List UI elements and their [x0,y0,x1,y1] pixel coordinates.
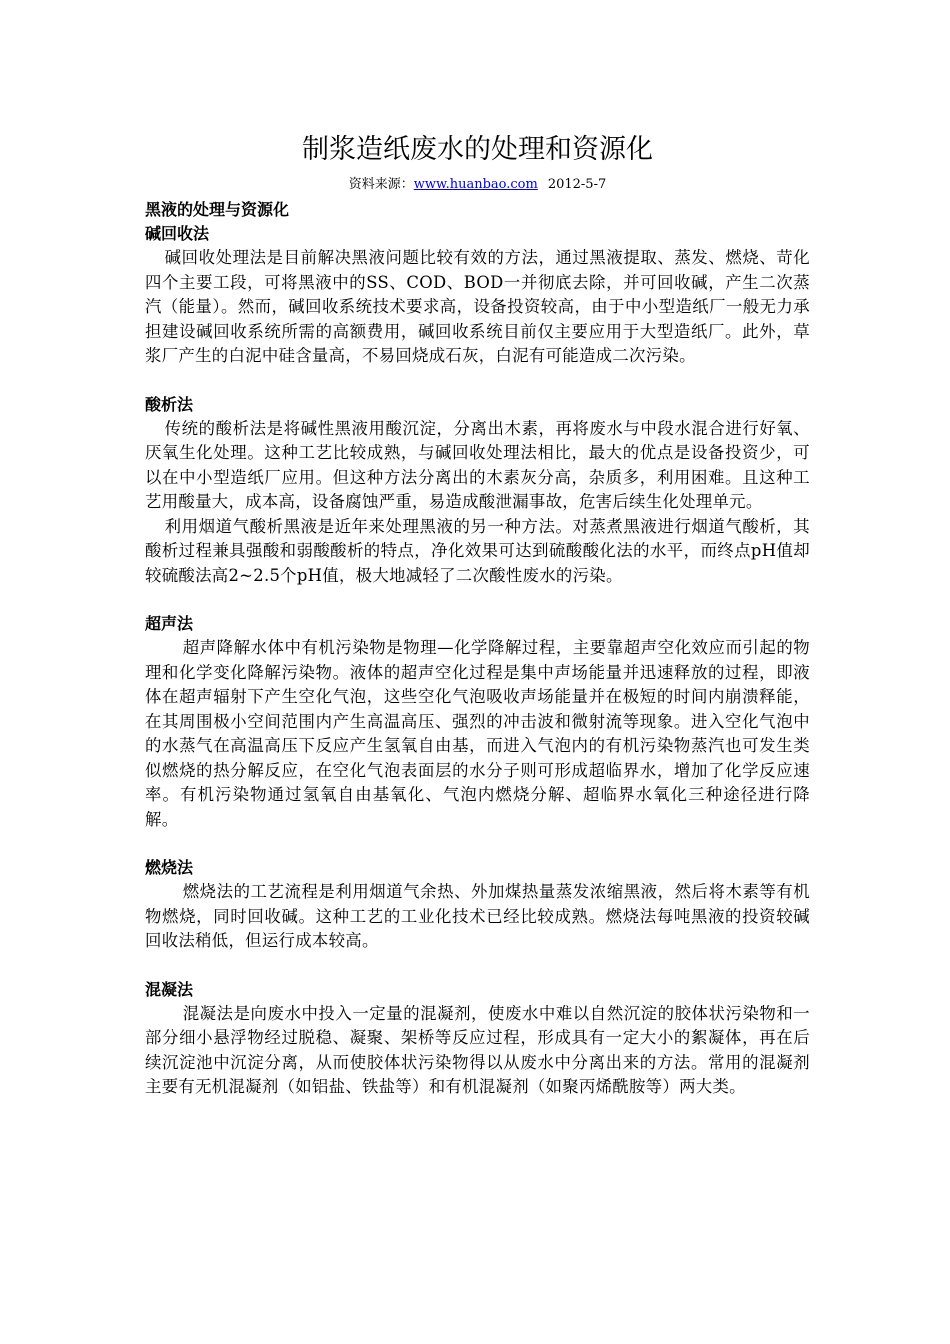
section-spacer [145,954,810,978]
section-spacer [145,832,810,856]
paragraph-coagulation: 混凝法是向废水中投入一定量的混凝剂，使废水中难以自然沉淀的胶体状污染物和一部分细小悬浮物经过脱稳、凝聚、架桥等反应过程，形成具有一定大小的絮凝体，再在后续沉淀池中沉淀分离，从而使胶体状污染物得以从废水中分离出来的方法。常用的混凝剂主要有无机混凝剂（如铝盐、铁盐等）和有机混凝剂（如聚丙烯酰胺等）两大类。 [145,1003,810,1096]
section-title-acid: 酸析法 [145,394,194,414]
source-label: 资料来源： [348,177,414,192]
section-title-ultrasonic: 超声法 [145,614,194,633]
section-title-alkali: 碱回收法 [145,224,210,243]
document-title: 制浆造纸废水的处理和资源化 [302,134,653,165]
section-spacer [145,588,810,612]
section-spacer [145,369,810,393]
section-title-coagulation: 混凝法 [145,979,194,999]
paragraph-acid-1: 传统的酸析法是将碱性黑液用酸沉淀，分离出木素，再将废水与中段水混合进行好氧、厌氧生化处理。这种工艺比较成熟，与碱回收处理法相比，最大的优点是设备投资少，可以在中小型造纸厂应用。但这种方法分离出的木素灰分高，杂质多，利用困难。且这种工艺用酸量大，成本高，设备腐蚀严重，易造成酸泄漏事故，危害后续生化处理单元。 [145,418,810,511]
paragraph-alkali: 碱回收处理法是目前解决黑液问题比较有效的方法，通过黑液提取、蒸发、燃烧、苛化四个主要工段，可将黑液中的SS、COD、BOD一并彻底去除，并可回收碱，产生二次蒸汽（能量）。然而，碱回收系统技术要求高，设备投资较高，由于中小型造纸厂一般无力承担建设碱回收系统所需的高额费用，碱回收系统目前仅主要应用于大型造纸厂。此外，草浆厂产生的白泥中硅含量高，不易回烧成石灰，白泥有可能造成二次污染。 [145,248,810,365]
publish-date: 2012-5-7 [547,177,607,192]
main-heading: 黑液的处理与资源化 [145,200,290,219]
source-line [145,176,810,198]
paragraph-ultrasonic: 超声降解水体中有机污染物是物理—化学降解过程，主要靠超声空化效应而引起的物理和化学变化降解污染物。液体的超声空化过程是集中声场能量并迅速释放的过程，即液体在超声辐射下产生空化气泡，这些空化气泡吸收声场能量并在极短的时间内崩溃释能，在其周围极小空间范围内产生高温高压、强烈的冲击波和微射流等现象。进入空化气泡中的水蒸气在高温高压下反应产生氢氧自由基，而进入气泡内的有机污染物蒸汽也可发生类似燃烧的热分解反应，在空化气泡表面层的水分子则可形成超临界水，增加了化学反应速率。有机污染物通过氢氧自由基氧化、气泡内燃烧分解、超临界水氧化三种途径进行降解。 [145,638,810,829]
document-body [145,128,810,1100]
paragraph-acid-2: 利用烟道气酸析黑液是近年来处理黑液的另一种方法。对蒸煮黑液进行烟道气酸析，其酸析过程兼具强酸和弱酸酸析的特点，净化效果可达到硫酸酸化法的水平，而终点pH值却较硫酸法高2~2.5个pH值，极大地减轻了二次酸性废水的污染。 [145,516,810,585]
section-title-combustion: 燃烧法 [145,858,194,877]
paragraph-combustion: 燃烧法的工艺流程是利用烟道气余热、外加煤热量蒸发浓缩黑液，然后将木素等有机物燃烧，同时回收碱。这种工艺的工业化技术已经比较成熟。燃烧法每吨黑液的投资较碱回收法稍低，但运行成本较高。 [145,882,810,950]
source-link[interactable]: www.huanbao.com [413,177,538,192]
